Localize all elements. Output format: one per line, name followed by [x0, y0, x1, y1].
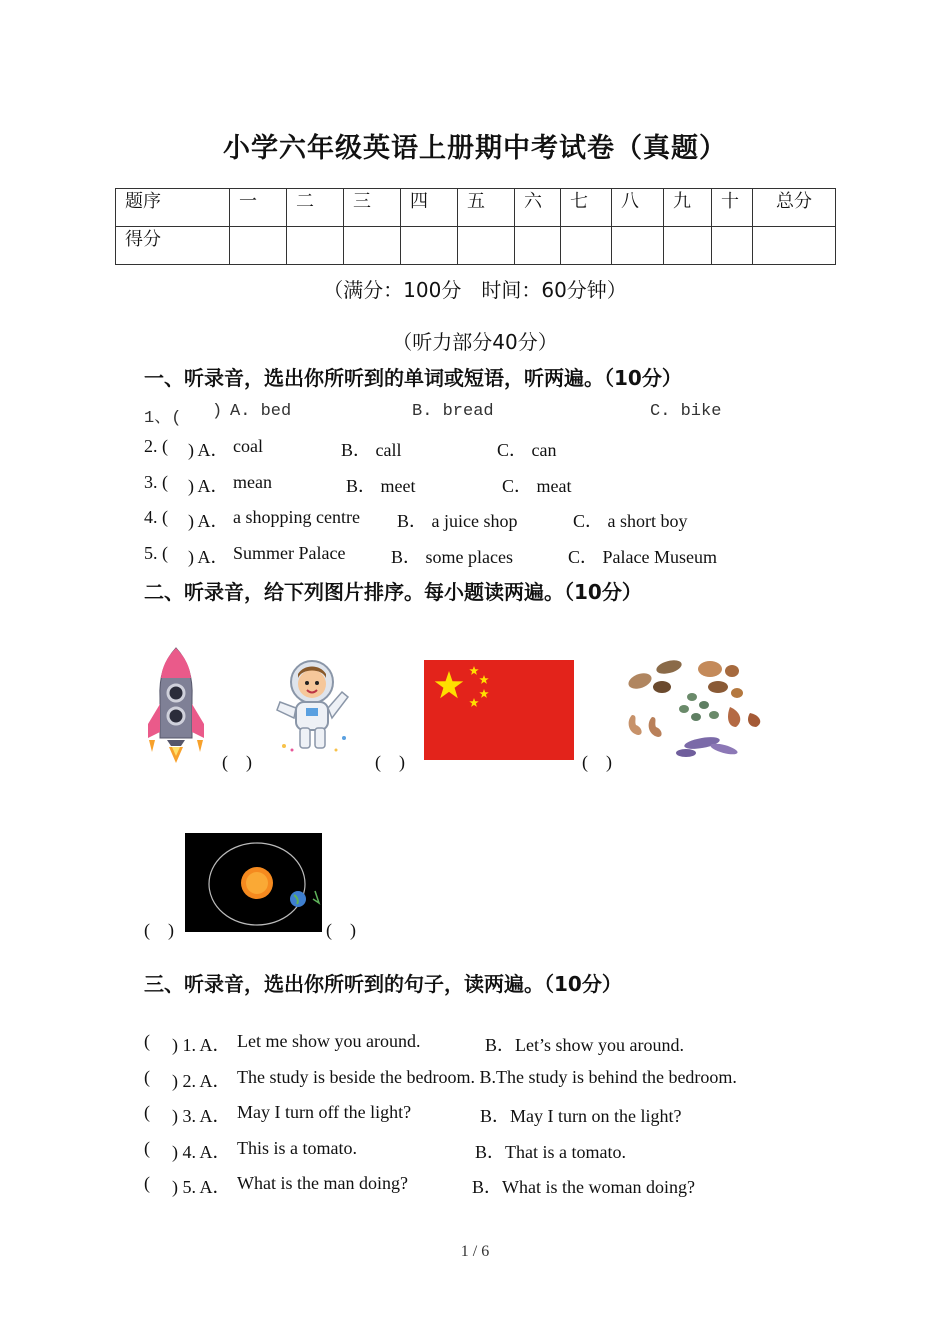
q2-number: 2. (	[144, 436, 168, 456]
q1-option-a: A. bed	[230, 402, 292, 421]
answer-bracket[interactable]: ( )	[375, 752, 405, 772]
seeds-icon	[622, 657, 770, 765]
score-table-header-cell: 九	[664, 189, 712, 227]
sentence-bracket[interactable]: (	[144, 1102, 150, 1122]
sentence-bracket[interactable]: (	[144, 1138, 150, 1158]
q2-option-a: coal	[233, 436, 263, 456]
listening-part-heading: （听力部分40分）	[392, 330, 558, 354]
score-table-score-row	[116, 227, 836, 265]
sentence-option-b: B．Let’s show you around.	[485, 1035, 684, 1055]
sentence-option-b: B．May I turn on the light?	[480, 1106, 682, 1126]
page-number: 1 / 6	[460, 1243, 490, 1260]
q2-option-c: C． can	[497, 440, 557, 460]
sentence-number: ) 2. A．	[172, 1071, 231, 1091]
score-table-header-cell: 一	[230, 189, 287, 227]
sentence-option-b: B．That is a tomato.	[475, 1142, 626, 1162]
q3-option-c: C． meat	[502, 476, 572, 496]
score-cell[interactable]	[712, 227, 753, 265]
q3-number: 3. (	[144, 472, 168, 492]
answer-bracket[interactable]: ( )	[326, 920, 356, 940]
score-cell[interactable]	[287, 227, 344, 265]
score-cell[interactable]	[344, 227, 401, 265]
q2-option-b: B． call	[341, 440, 402, 460]
answer-bracket[interactable]: ( )	[582, 752, 612, 772]
score-table-header-cell: 八	[612, 189, 664, 227]
sentence-bracket[interactable]: (	[144, 1173, 150, 1193]
answer-bracket[interactable]: ( )	[222, 752, 252, 772]
score-cell[interactable]	[401, 227, 458, 265]
sentence-number: ) 1. A．	[172, 1035, 231, 1055]
q5-option-a: Summer Palace	[233, 543, 346, 563]
score-table-header-cell: 四	[401, 189, 458, 227]
sentence-option-a: This is a tomato.	[237, 1138, 357, 1158]
exam-subtitle: （满分：100分 时间：60分钟）	[323, 278, 627, 302]
q4-option-b: B． a juice shop	[397, 511, 518, 531]
q1-option-c: C. bike	[650, 402, 722, 421]
q4-option-c: C． a short boy	[573, 511, 688, 531]
page-title: 小学六年级英语上册期中考试卷（真题）	[223, 133, 727, 164]
china-flag-icon	[424, 660, 574, 760]
q3-close: ) A．	[188, 476, 229, 496]
sentence-option-a: Let me show you around.	[237, 1031, 421, 1051]
sentence-number: ) 4. A．	[172, 1142, 231, 1162]
score-cell[interactable]	[458, 227, 515, 265]
rocket-icon	[145, 646, 207, 764]
score-cell[interactable]	[753, 227, 836, 265]
score-cell[interactable]	[515, 227, 561, 265]
score-table-header-cell: 六	[515, 189, 561, 227]
answer-bracket[interactable]: ( )	[144, 920, 174, 940]
score-table	[115, 188, 836, 265]
score-table-header-cell: 五	[458, 189, 515, 227]
q4-close: ) A．	[188, 511, 229, 531]
q4-number: 4. (	[144, 507, 168, 527]
q5-option-b: B． some places	[391, 547, 513, 567]
q5-number: 5. (	[144, 543, 168, 563]
sentence-option-a: The study is beside the bedroom. B.The study is behind the bedroom.	[237, 1067, 737, 1087]
sentence-number: ) 5. A．	[172, 1177, 231, 1197]
sentence-option-a: What is the man doing?	[237, 1173, 408, 1193]
score-row-label: 得分	[116, 227, 230, 265]
score-cell[interactable]	[612, 227, 664, 265]
solar-orbit-icon	[185, 833, 322, 932]
sentence-number: ) 3. A．	[172, 1106, 231, 1126]
q2-close: ) A．	[188, 440, 229, 460]
q4-option-a: a shopping centre	[233, 507, 360, 527]
q1-option-b: B. bread	[412, 402, 494, 421]
sentence-option-b: B．What is the woman doing?	[472, 1177, 695, 1197]
score-table-header-cell: 七	[561, 189, 612, 227]
section3-heading: 三、听录音，选出你所听到的句子，读两遍。（10分）	[144, 972, 622, 996]
score-table-header-cell: 题序	[116, 189, 230, 227]
q5-close: ) A．	[188, 547, 229, 567]
score-table-header-cell: 十	[712, 189, 753, 227]
sentence-bracket[interactable]: (	[144, 1067, 150, 1087]
score-table-header-cell: 三	[344, 189, 401, 227]
section2-heading: 二、听录音，给下列图片排序。每小题读两遍。（10分）	[144, 580, 642, 604]
score-table-header-cell: 二	[287, 189, 344, 227]
sentence-option-a: May I turn off the light?	[237, 1102, 412, 1122]
q1-number: 1、(	[144, 409, 182, 428]
section1-heading: 一、听录音，选出你所听到的单词或短语，听两遍。（10分）	[144, 366, 682, 390]
score-cell[interactable]	[561, 227, 612, 265]
score-table-header-cell: 总分	[753, 189, 836, 227]
score-cell[interactable]	[664, 227, 712, 265]
q5-option-c: C． Palace Museum	[568, 547, 717, 567]
q3-option-a: mean	[233, 472, 272, 492]
q3-option-b: B． meet	[346, 476, 416, 496]
q1-close: )	[212, 402, 223, 421]
astronaut-icon	[272, 658, 356, 756]
score-cell[interactable]	[230, 227, 287, 265]
sentence-bracket[interactable]: (	[144, 1031, 150, 1051]
score-table-header-row	[116, 189, 836, 227]
